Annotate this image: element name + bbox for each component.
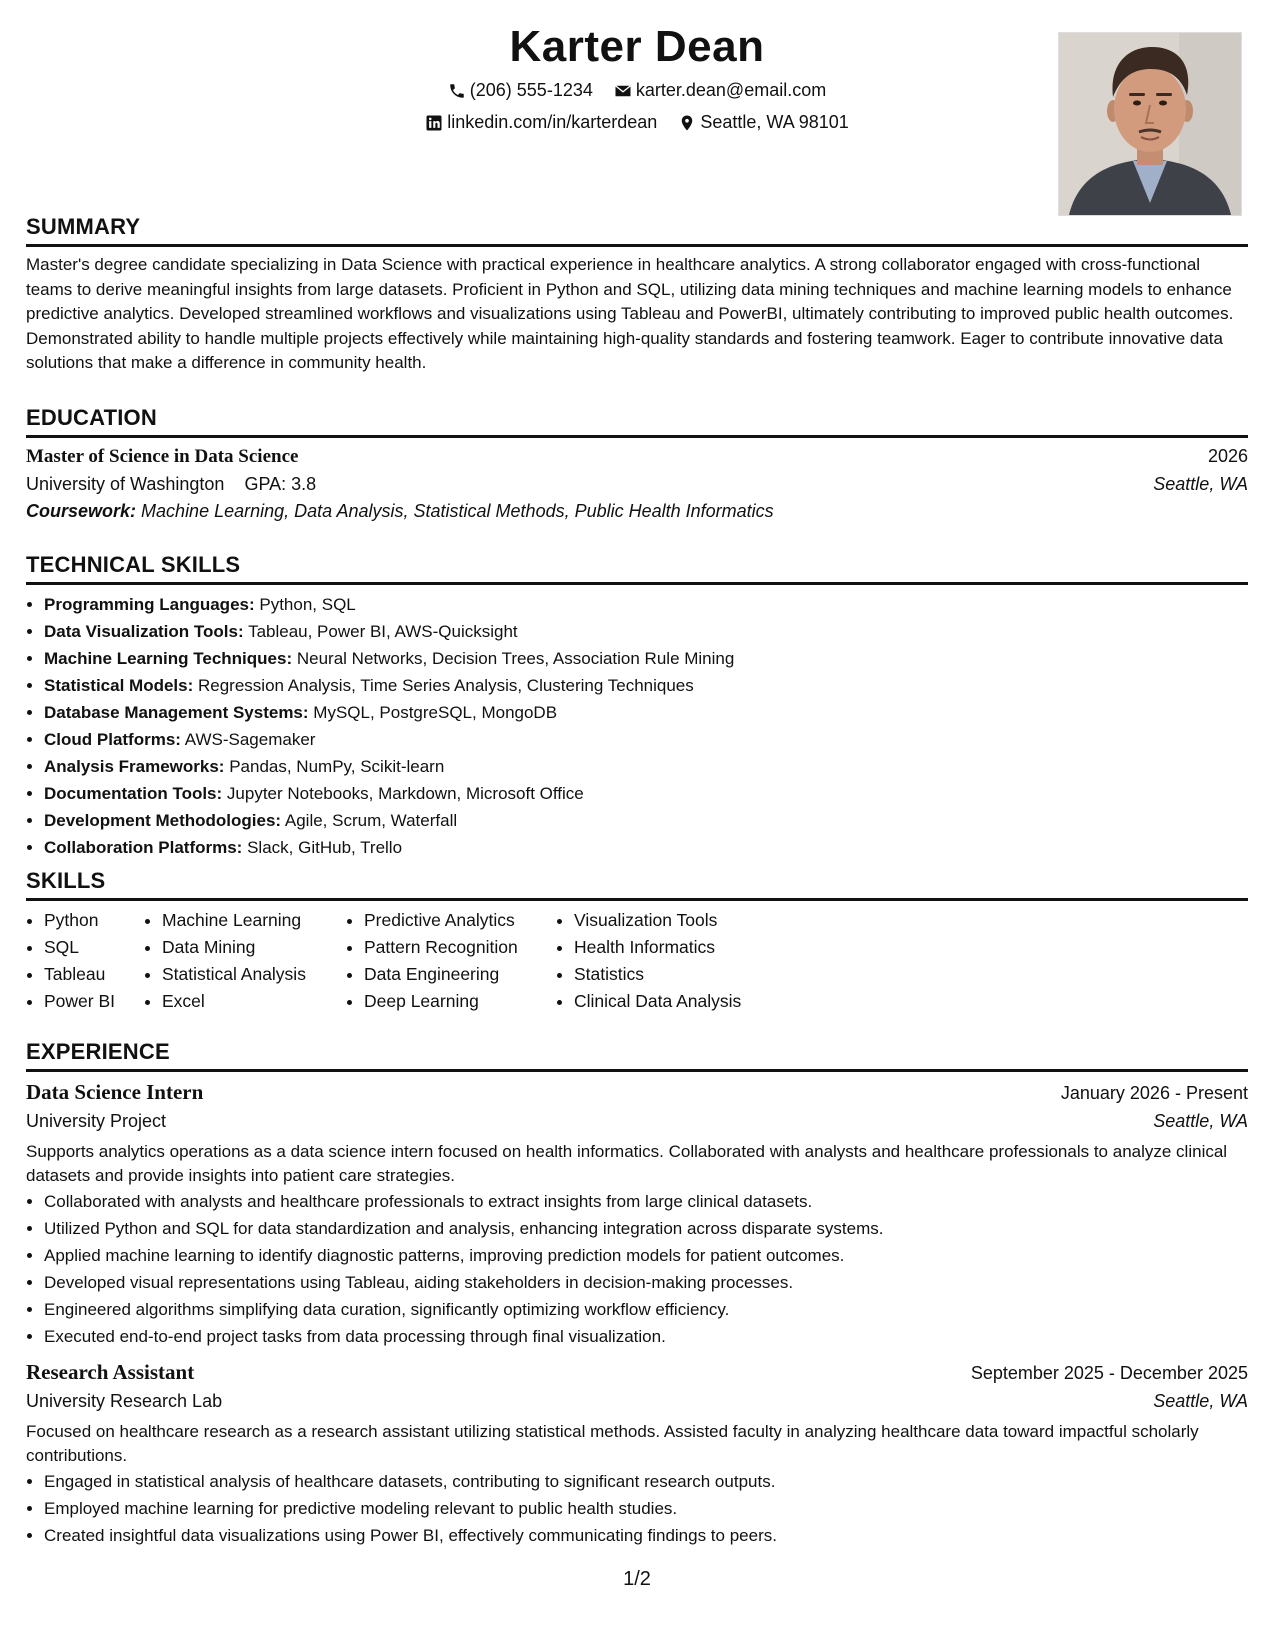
job-dates: January 2026 - Present bbox=[1060, 1083, 1248, 1103]
skills-column-4 bbox=[556, 907, 814, 1015]
linkedin-text: linkedin.com/in/karterdean bbox=[447, 112, 658, 132]
job-bullets bbox=[26, 1468, 1248, 1549]
skills-column-1 bbox=[26, 907, 144, 1015]
list-item bbox=[44, 780, 1248, 807]
job-org: University Project bbox=[26, 1111, 167, 1131]
job-location: Seattle, WA bbox=[1153, 1111, 1248, 1131]
experience-section bbox=[26, 1039, 1248, 1549]
list-item: • Statistics bbox=[574, 961, 814, 988]
skills-heading: SKILLS bbox=[26, 868, 1248, 901]
graduation-year: 2026 bbox=[1207, 446, 1248, 466]
education-school-row bbox=[26, 474, 1248, 495]
list-item: • Excel bbox=[162, 988, 346, 1015]
job-title: Data Science Intern bbox=[26, 1080, 204, 1104]
skill-values: Tableau, Power BI, AWS-Quicksight bbox=[248, 622, 518, 641]
list-item: • Visualization Tools bbox=[574, 907, 814, 934]
list-item: • Executed end-to-end project tasks from data processing through final visualization. bbox=[44, 1323, 1248, 1350]
phone-text: (206) 555-1234 bbox=[469, 80, 593, 100]
list-item bbox=[44, 645, 1248, 672]
degree-name: Master of Science in Data Science bbox=[26, 446, 299, 467]
gpa: GPA: 3.8 bbox=[244, 474, 317, 494]
skill-category: Collaboration Platforms: bbox=[44, 838, 243, 857]
skill-values: Regression Analysis, Time Series Analysis, Clustering Techniques bbox=[198, 676, 694, 695]
skill-values: Python, SQL bbox=[259, 595, 356, 614]
skill-category: Development Methodologies: bbox=[44, 811, 282, 830]
location-item bbox=[678, 112, 848, 133]
skill-category: Data Visualization Tools: bbox=[44, 622, 244, 641]
school-line bbox=[26, 474, 316, 495]
list-item bbox=[44, 753, 1248, 780]
list-item: • Employed machine learning for predictive modeling relevant to public health studies. bbox=[44, 1495, 1248, 1522]
list-item: • Tableau bbox=[44, 961, 144, 988]
skills-column-2 bbox=[144, 907, 346, 1015]
skill-category: Database Management Systems: bbox=[44, 703, 309, 722]
skill-category: Cloud Platforms: bbox=[44, 730, 181, 749]
coursework-list: Machine Learning, Data Analysis, Statistical Methods, Public Health Informatics bbox=[141, 501, 774, 521]
list-item: • Python bbox=[44, 907, 144, 934]
job-title-row bbox=[26, 1080, 1248, 1105]
list-item: • Power BI bbox=[44, 988, 144, 1015]
list-item: • Health Informatics bbox=[574, 934, 814, 961]
resume-page bbox=[26, 0, 1248, 1650]
summary-section bbox=[26, 214, 1248, 376]
school-name: University of Washington bbox=[26, 474, 225, 494]
list-item: • Utilized Python and SQL for data standardization and analysis, enhancing integration across disparate systems. bbox=[44, 1215, 1248, 1242]
summary-heading: SUMMARY bbox=[26, 214, 1248, 247]
job-org: University Research Lab bbox=[26, 1391, 223, 1411]
skill-values: MySQL, PostgreSQL, MongoDB bbox=[313, 703, 558, 722]
list-item: • Engineered algorithms simplifying data curation, significantly optimizing workflow efficiency. bbox=[44, 1296, 1248, 1323]
list-item: • Collaborated with analysts and healthcare professionals to extract insights from large clinical datasets. bbox=[44, 1188, 1248, 1215]
skill-category: Documentation Tools: bbox=[44, 784, 223, 803]
phone-item bbox=[448, 80, 593, 101]
list-item: • Deep Learning bbox=[364, 988, 556, 1015]
location-text: Seattle, WA 98101 bbox=[700, 112, 849, 132]
skill-category: Analysis Frameworks: bbox=[44, 757, 225, 776]
email-text: karter.dean@email.com bbox=[635, 80, 827, 100]
skills-columns bbox=[26, 907, 1248, 1015]
email-item[interactable] bbox=[614, 80, 826, 101]
coursework-label: Coursework: bbox=[26, 501, 137, 521]
skill-category: Machine Learning Techniques: bbox=[44, 649, 293, 668]
page-number: 1/2 bbox=[623, 1568, 651, 1590]
candidate-name: Karter Dean bbox=[509, 22, 765, 71]
skill-values: Agile, Scrum, Waterfall bbox=[284, 811, 458, 830]
job-org-row bbox=[26, 1111, 1248, 1132]
job-bullets bbox=[26, 1188, 1248, 1350]
skills-section bbox=[26, 868, 1248, 1015]
list-item: • Clinical Data Analysis bbox=[574, 988, 814, 1015]
list-item: • Machine Learning bbox=[162, 907, 346, 934]
education-degree-row bbox=[26, 446, 1248, 468]
skill-values: Pandas, NumPy, Scikit-learn bbox=[229, 757, 445, 776]
list-item: • Developed visual representations using Tableau, aiding stakeholders in decision-making processes. bbox=[44, 1269, 1248, 1296]
skill-values: Neural Networks, Decision Trees, Association Rule Mining bbox=[296, 649, 735, 668]
map-pin-icon bbox=[678, 114, 696, 132]
list-item bbox=[44, 618, 1248, 645]
list-item bbox=[44, 591, 1248, 618]
list-item: • Data Engineering bbox=[364, 961, 556, 988]
technical-skills-list bbox=[26, 591, 1248, 861]
list-item bbox=[44, 672, 1248, 699]
linkedin-item[interactable] bbox=[425, 112, 657, 133]
skill-values: AWS-Sagemaker bbox=[184, 730, 316, 749]
education-section bbox=[26, 405, 1248, 522]
job-summary: Supports analytics operations as a data science intern focused on health informatics. Collaborated with analysts and healthcare professionals to analyze clinical datasets and provide insights into patient care strategies. bbox=[26, 1142, 1228, 1185]
list-item bbox=[44, 834, 1248, 861]
list-item: • Statistical Analysis bbox=[162, 961, 346, 988]
list-item bbox=[44, 726, 1248, 753]
education-heading: EDUCATION bbox=[26, 405, 1248, 438]
school-location: Seattle, WA bbox=[1153, 474, 1248, 494]
job-location: Seattle, WA bbox=[1153, 1391, 1248, 1411]
job-entry bbox=[26, 1080, 1248, 1350]
skill-values: Slack, GitHub, Trello bbox=[247, 838, 403, 857]
list-item: • Data Mining bbox=[162, 934, 346, 961]
experience-heading: EXPERIENCE bbox=[26, 1039, 1248, 1072]
list-item: • Pattern Recognition bbox=[364, 934, 556, 961]
job-entry bbox=[26, 1360, 1248, 1549]
linkedin-icon bbox=[425, 114, 443, 132]
job-title-row bbox=[26, 1360, 1248, 1385]
list-item bbox=[44, 807, 1248, 834]
coursework-line bbox=[26, 501, 1248, 522]
summary-text: Master's degree candidate specializing in Data Science with practical experience in healthcare analytics. A strong collaborator engaged with cross-functional teams to derive meaningful insights from large datasets. Proficient in Python and SQL, utilizing data mining techniques and machine learning models to enhance predictive analytics. Developed streamlined workflows and visualizations using Tableau and PowerBI, ultimately contributing to improved public health outcomes. Demonstrated ability to handle multiple projects effectively while maintaining high-quality standards and fostering teamwork. Eager to contribute innovative data solutions that make a difference in community health. bbox=[26, 255, 1234, 373]
list-item bbox=[44, 699, 1248, 726]
list-item: • SQL bbox=[44, 934, 144, 961]
job-org-row bbox=[26, 1391, 1248, 1412]
profile-photo bbox=[1058, 32, 1242, 216]
job-title: Research Assistant bbox=[26, 1360, 195, 1384]
list-item: • Engaged in statistical analysis of healthcare datasets, contributing to significant research outputs. bbox=[44, 1468, 1248, 1495]
job-summary: Focused on healthcare research as a research assistant utilizing statistical methods. Assisted faculty in analyzing healthcare data toward impactful scholarly contributions. bbox=[26, 1422, 1199, 1465]
list-item: • Applied machine learning to identify diagnostic patterns, improving prediction models for patient outcomes. bbox=[44, 1242, 1248, 1269]
skill-category: Programming Languages: bbox=[44, 595, 255, 614]
phone-icon bbox=[448, 82, 466, 100]
list-item: • Predictive Analytics bbox=[364, 907, 556, 934]
skills-column-3 bbox=[346, 907, 556, 1015]
list-item: • Created insightful data visualizations using Power BI, effectively communicating findings to peers. bbox=[44, 1522, 1248, 1549]
technical-skills-heading: TECHNICAL SKILLS bbox=[26, 552, 1248, 585]
envelope-icon bbox=[614, 82, 632, 100]
job-dates: September 2025 - December 2025 bbox=[970, 1363, 1248, 1383]
skill-category: Statistical Models: bbox=[44, 676, 194, 695]
skill-values: Jupyter Notebooks, Markdown, Microsoft Office bbox=[226, 784, 584, 803]
technical-skills-section bbox=[26, 552, 1248, 861]
